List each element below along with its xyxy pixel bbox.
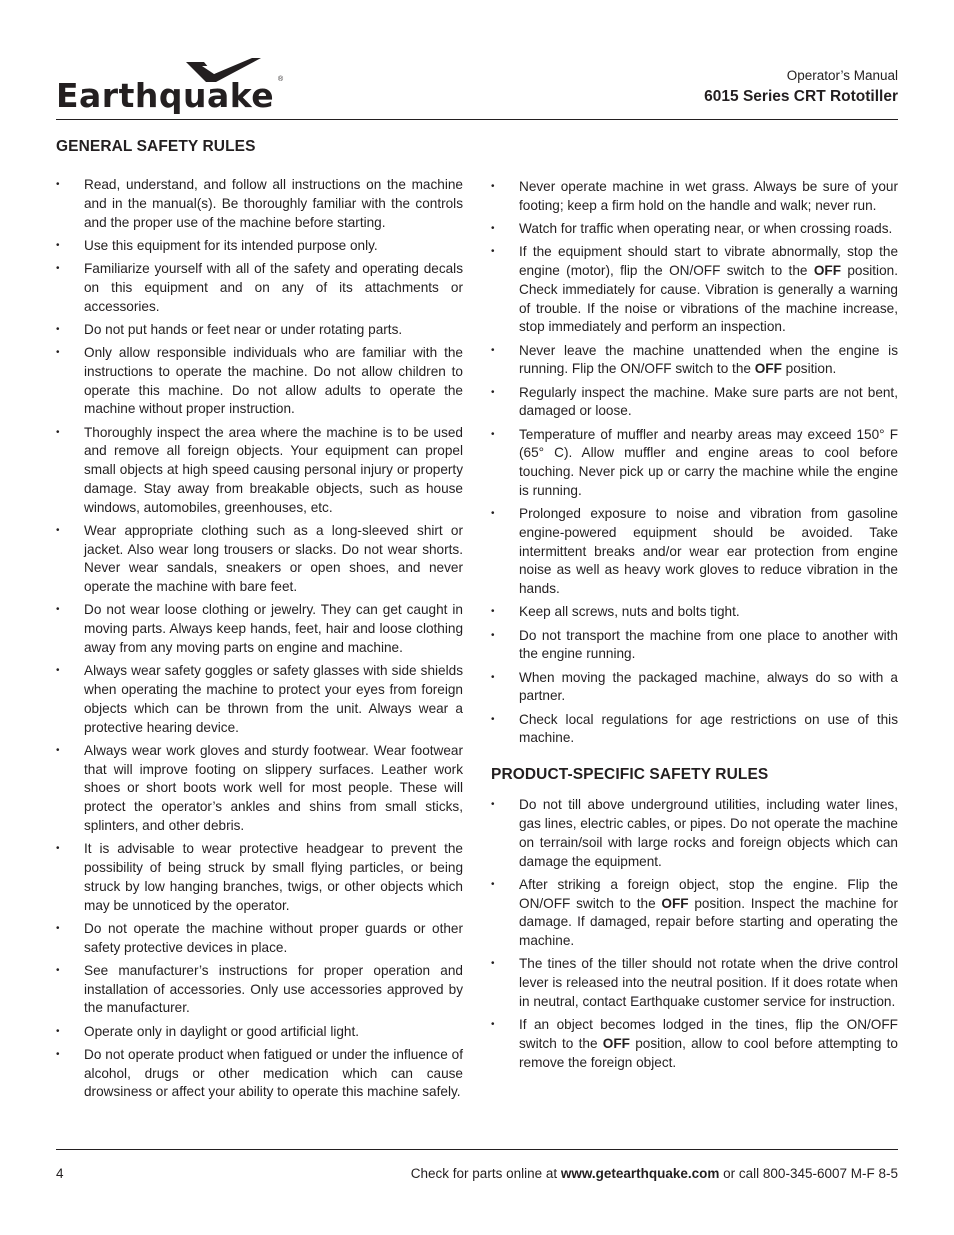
general-safety-list-left bbox=[56, 176, 463, 1102]
item-text: If the equipment should start to vibrate abnormally, stop the engine (motor), flip the ON/OFF switch to the bbox=[519, 244, 898, 278]
list-item: • Prolonged exposure to noise and vibration from gasoline engine-powered equipment should be avoided. Take intermittent breaks and/or wear ear protection from engine noise as well as heavy work gloves to reduce vibration in the hands. bbox=[491, 505, 898, 599]
list-item: • Familiarize yourself with all of the safety and operating decals on this equipment and on any of its attachments or accessories. bbox=[56, 260, 463, 316]
list-item: • Do not operate the machine without proper guards or other safety protective devices in place. bbox=[56, 920, 463, 958]
list-item: • Do not till above underground utilities, including water lines, gas lines, electric cables, or pipes. Do not operate the machine on terrain/soil with large rocks and foreign objects which can damage the equipment. bbox=[491, 796, 898, 871]
registered-mark: ® bbox=[278, 76, 284, 83]
item-text: Never leave the machine unattended when the engine is running. Flip the ON/OFF switch to the bbox=[519, 342, 898, 377]
list-item: • Use this equipment for its intended purpose only. bbox=[56, 237, 463, 256]
list-item: • Watch for traffic when operating near, or when crossing roads. bbox=[491, 220, 898, 239]
list-item bbox=[491, 1016, 898, 1072]
page-footer bbox=[56, 1149, 898, 1181]
footer-text-pre: Check for parts online at bbox=[410, 1166, 561, 1181]
item-text: position. Check immediately for cause. Vibration is generally a warning of trouble. If the noise or vibrations of the machine increase, stop immediately and perform an inspection. bbox=[519, 262, 898, 335]
list-item: • Always wear safety goggles or safety glasses with side shields when operating the machine to protect your eyes from foreign objects which can be thrown from the unit. Always wear a protective hearing device. bbox=[56, 662, 463, 737]
document-title: 6015 Series CRT Rototiller bbox=[704, 88, 898, 105]
list-item: • Check local regulations for age restrictions on use of this machine. bbox=[491, 711, 898, 749]
off-emphasis: OFF bbox=[813, 262, 841, 278]
product-safety-list bbox=[491, 796, 898, 1072]
item-text: position. Inspect the machine for damage. If damaged, repair before starting and operating the machine. bbox=[519, 895, 898, 949]
list-item bbox=[491, 342, 898, 380]
list-item: • Do not wear loose clothing or jewelry. They can get caught in moving parts. Always keep hands, feet, hair and loose clothing away from any moving parts on engine and machine. bbox=[56, 601, 463, 657]
list-item: • See manufacturer’s instructions for proper operation and installation of accessories. Only use accessories approved by the manufacturer. bbox=[56, 962, 463, 1018]
list-item: • When moving the packaged machine, always do so with a partner. bbox=[491, 669, 898, 707]
footer-contact bbox=[411, 1166, 898, 1181]
item-text: After striking a foreign object, stop the engine. Flip the ON/OFF switch to the bbox=[519, 876, 898, 911]
list-item: • Do not transport the machine from one place to another with the engine running. bbox=[491, 627, 898, 665]
list-item: • Read, understand, and follow all instructions on the machine and in the manual(s). Be thoroughly familiar with the controls and the proper use of the machine before starting. bbox=[56, 176, 463, 232]
general-safety-list-right bbox=[491, 178, 898, 748]
item-text: position. bbox=[781, 361, 837, 377]
item-text: If an object becomes lodged in the tines, flip the ON/OFF switch to the bbox=[519, 1017, 898, 1051]
list-item: • Operate only in daylight or good artificial light. bbox=[56, 1023, 463, 1042]
brand-logo bbox=[56, 54, 288, 114]
product-safety-heading: PRODUCT-SPECIFIC SAFETY RULES bbox=[491, 766, 769, 784]
footer-text-post: or call 800-345-6007 M-F 8-5 bbox=[719, 1166, 898, 1181]
general-safety-heading: GENERAL SAFETY RULES bbox=[56, 138, 256, 155]
page-number: 4 bbox=[56, 1166, 64, 1181]
list-item bbox=[491, 243, 898, 337]
list-item bbox=[491, 876, 898, 951]
off-emphasis: OFF bbox=[754, 361, 782, 377]
list-item: • Always wear work gloves and sturdy footwear. Wear footwear that will improve footing on slippery surfaces. Leather work shoes or short boots work well for most people. These will protect the operator’s ankles and shins from small sticks, splinters, and other debris. bbox=[56, 742, 463, 836]
list-item: • Do not put hands or feet near or under rotating parts. bbox=[56, 321, 463, 340]
logo-wordmark: Earthquake bbox=[56, 76, 275, 115]
off-emphasis: OFF bbox=[602, 1035, 630, 1051]
page-header bbox=[56, 52, 898, 120]
document-type: Operator’s Manual bbox=[786, 68, 898, 83]
left-column bbox=[56, 138, 463, 1107]
list-item: • Only allow responsible individuals who are familiar with the instructions to operate the machine. Do not allow children to operate this machine. Do not allow adults to operate the machine without proper instruction. bbox=[56, 344, 463, 419]
list-item: • Regularly inspect the machine. Make sure parts are not bent, damaged or loose. bbox=[491, 384, 898, 422]
list-item: • Temperature of muffler and nearby areas may exceed 150° F (65° C). Allow muffler and engine areas to cool before touching. Never pick up or carry the machine while the engine is running. bbox=[491, 426, 898, 501]
list-item: • Never operate machine in wet grass. Always be sure of your footing; keep a firm hold on the handle and walk; never run. bbox=[491, 178, 898, 216]
list-item: • Thoroughly inspect the area where the machine is to be used and remove all foreign objects. Your equipment can propel small objects at high speed causing personal injury or property damage. Stay away from breakable objects, such as house windows, automobiles, greenhouses, etc. bbox=[56, 424, 463, 518]
list-item: • It is advisable to wear protective headgear to prevent the possibility of being struck by small flying particles, or being struck by low hanging branches, twigs, or other objects which may be unnoticed by the operator. bbox=[56, 840, 463, 915]
right-column bbox=[491, 178, 898, 1077]
list-item: • The tines of the tiller should not rotate when the drive control lever is released into the neutral position. If it does rotate when in neutral, contact Earthquake customer service for instruction. bbox=[491, 955, 898, 1011]
list-item: • Do not operate product when fatigued or under the influence of alcohol, drugs or other medication which can cause drowsiness or affect your ability to operate this machine safely. bbox=[56, 1046, 463, 1102]
list-item: • Wear appropriate clothing such as a long-sleeved shirt or jacket. Also wear long trousers or slacks. Do not wear shorts. Never wear sandals, sneakers or open shoes, and never operate the machine with bare feet. bbox=[56, 522, 463, 597]
off-emphasis: OFF bbox=[661, 895, 689, 911]
item-text: position, allow to cool before attempting to remove the foreign object. bbox=[519, 1035, 898, 1070]
list-item: • Keep all screws, nuts and bolts tight. bbox=[491, 603, 898, 622]
website-link[interactable]: www.getearthquake.com bbox=[560, 1166, 720, 1181]
